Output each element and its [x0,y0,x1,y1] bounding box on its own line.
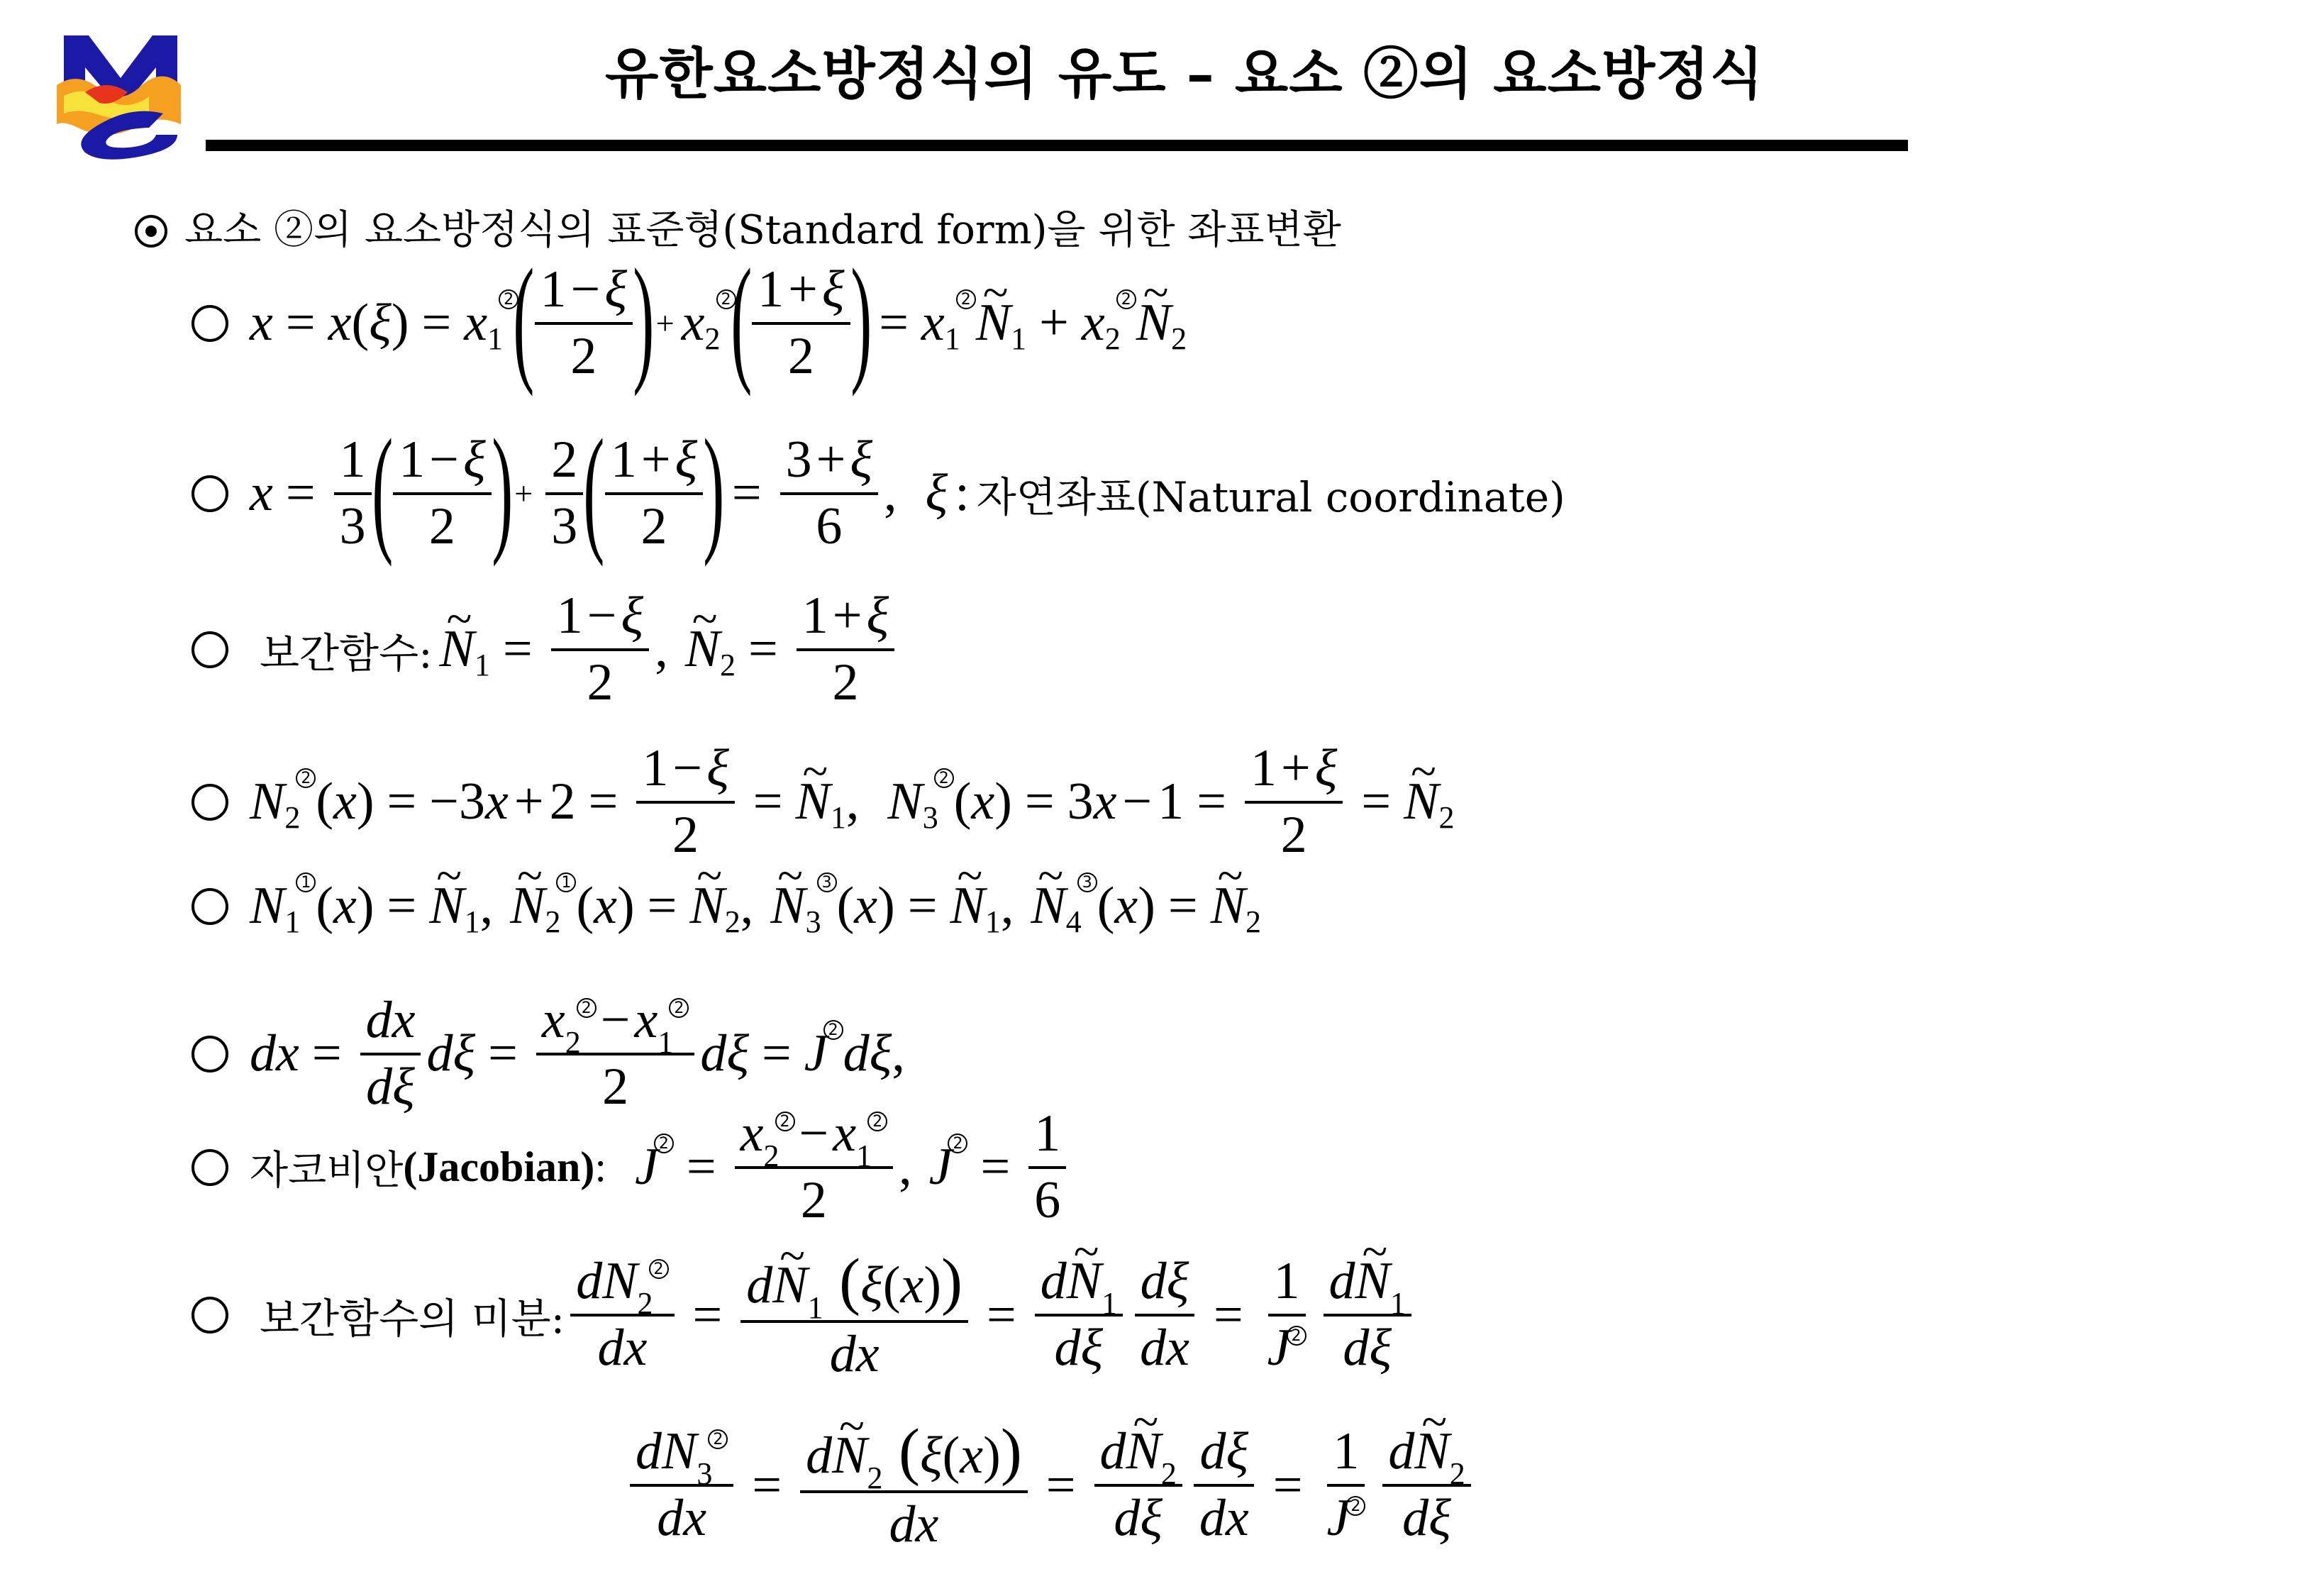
jacobian-label-korean: 자코비안 [250,1147,404,1194]
title-underline [206,140,1908,151]
section-heading-text: 요소 ②의 요소방정식의 표준형(Standard form)을 위한 좌표변환 [184,207,1341,253]
equation-row-interpolation-functions: 보간함수: ~ N 1 = $\frac{1-\xi}{2}$ , ~ N 2 = $\frac{1+\xi}{2}$ [192,589,900,710]
circle-bullet-icon [192,1297,228,1334]
equation-row-shape-functions-element2: N 2 2 ( x ) = − 3 x + 2 = $\frac{1-\xi}{2}$ = ~ N 1 , N 3 2 ( x ) = 3 x − 1 = $\frac{1+\xi}{2}$ = ~ N 2 [192,741,1454,863]
circle-bullet-icon [192,475,228,512]
interpolation-label: 보간함수: [260,628,433,677]
equation-row-differential: dx = $\frac{dx}{d\xi}$ dξ = $\frac{x_22 -x_12}{2}$ dξ = J 2 dξ , [192,993,905,1114]
equation-row-shape-functions-all: N 1 1 ( x ) = ~ N 1 , ~ N 2 1 ( x ) = ~ N 2 , ~ N 3 3 ( x ) = ~ N 1 , ~ N 4 3 ( x ) = ~ N 2 [192,876,1261,936]
page-title: 유한요소방정식의 유도 – 요소 ②의 요소방정식 [604,42,1765,106]
equation-row-derivative-n3: $\frac{dN_32}{dx}$ = $\frac{d\sim N_2 (\xi(x))}{dx}$ = $\frac{d\sim N_2}{d\xi}$ $\frac{d\xi}{dx}$ = $\frac{1}{J2}$ $\frac{d\sim N_2}{d\xi}$ [624,1419,1477,1552]
equation-row-derivative-n2: 보간함수의 미분: $\frac{dN_22}{dx}$ = $\frac{d\sim N_1 (\xi(x))}{dx}$ = $\frac{d\sim N_1}{d\xi}$ $\frac{d\xi}{dx}$ = $\frac{1}{J2}$ $\frac{d\sim N_1}{d\xi}$ [192,1248,1417,1382]
jacobian-label-english: (Jacobian) [403,1143,595,1191]
equation-row-jacobian: 자코비안 (Jacobian) : J 2 = $\frac{x_22 -x_12}{2}$ , J 2 = $\frac{1}{6}$ [192,1107,1072,1228]
equation-row-coordinate-map: x = x ( ξ ) = x 1 2 ( $\frac{1-\xi}{2}$ ) + x 2 2 ( $\frac{1+\xi}{2}$ ) = x 1 2 ~ N 1 + x 2 2 ~ N 2 [192,262,1187,384]
derivative-label: 보간함수의 미분: [260,1295,565,1343]
target-bullet-icon [135,215,167,248]
equation-row-natural-coordinate: x = $\frac{1}{3}$ ( $\frac{1-\xi}{2}$ ) + $\frac{2}{3}$ ( $\frac{1+\xi}{2}$ ) = $\frac{3+\xi}{6}$ , ξ : 자연좌표(Natural coordinate) [192,433,1565,554]
circle-bullet-icon [192,631,228,668]
circle-bullet-icon [192,784,228,821]
circle-bullet-icon [192,305,228,342]
logo [57,28,184,163]
natural-coordinate-label: 자연좌표(Natural coordinate) [976,472,1565,521]
circle-bullet-icon [192,1036,228,1073]
circle-bullet-icon [192,1149,228,1186]
circle-bullet-icon [192,888,228,925]
